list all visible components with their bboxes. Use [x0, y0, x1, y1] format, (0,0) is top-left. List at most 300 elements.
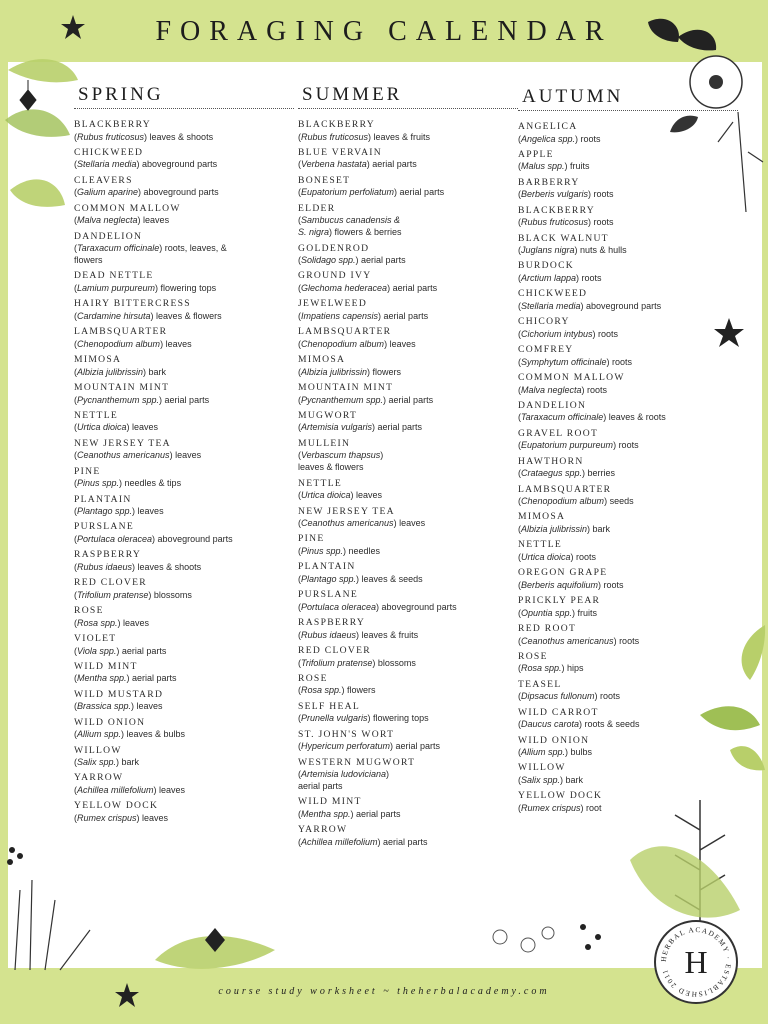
harvest-parts: flowers & berries [332, 227, 402, 238]
plant-use: (Albizia julibrissin) bark [518, 523, 611, 534]
latin-name: Urtica dioica [521, 551, 571, 562]
plant-name: MIMOSA [298, 354, 346, 366]
plant-entry [298, 382, 518, 406]
plant-use: (Mentha spp.) aerial parts [74, 673, 177, 684]
latin-name: Impatiens capensis [301, 310, 379, 321]
plant-use: (Salix spp.) bark [518, 774, 584, 785]
plant-name: HAWTHORN [518, 455, 584, 467]
plant-use: (Verbascum thapsus) leaves & flowers [298, 450, 384, 473]
plant-entry [74, 298, 294, 322]
harvest-parts: blossoms [151, 589, 192, 600]
harvest-parts: leaves & fruits [359, 629, 419, 640]
plant-use: (Opuntia spp.) fruits [518, 607, 598, 618]
latin-name: Allium spp. [77, 729, 122, 740]
plant-entry [518, 260, 738, 284]
harvest-parts: roots [609, 356, 633, 367]
harvest-parts: leaves & shoots [135, 561, 202, 572]
column-heading: SPRING [74, 84, 294, 109]
plant-name: WILD CARROT [518, 706, 599, 718]
plant-name: ANGELICA [518, 121, 578, 132]
latin-name: Achillea millefolium [301, 836, 378, 847]
harvest-parts: aboveground parts [583, 300, 662, 311]
harvest-parts: nuts & hulls [577, 245, 627, 256]
plant-name: BLUE VERVAIN [298, 146, 383, 158]
latin-name: Mentha spp. [301, 808, 351, 819]
plant-entry [298, 147, 518, 171]
harvest-parts: roots [591, 217, 614, 228]
plant-use: (Mentha spp.) aerial parts [298, 808, 401, 819]
latin-name: Eupatorium perfoliatum [301, 187, 395, 198]
plant-use: (Prunella vulgaris) flowering tops [298, 713, 429, 724]
harvest-parts: blossoms [375, 657, 416, 668]
latin-name: Opuntia spp. [521, 607, 573, 618]
plant-use: (Rosa spp.) hips [518, 663, 584, 674]
plant-use: (Albizia julibrissin) flowers [298, 366, 402, 377]
plant-name: MULLEIN [298, 437, 351, 449]
plant-name: YELLOW DOCK [518, 790, 603, 802]
seed-illustration [488, 915, 618, 975]
latin-name: Arctium lappa [521, 272, 577, 283]
harvest-parts: leaves [139, 812, 169, 823]
plant-name: ROSE [298, 672, 328, 684]
plant-name: NEW JERSEY TEA [298, 505, 395, 517]
plant-entry [298, 175, 518, 199]
plant-name: DANDELION [518, 399, 587, 411]
plant-use: (Pycnanthemum spp.) aerial parts [74, 394, 210, 405]
plant-entry [298, 506, 518, 530]
latin-name: Cardamine hirsuta [77, 310, 151, 321]
column-heading: AUTUMN [518, 86, 738, 111]
wild-rose-illustration [638, 12, 768, 222]
plant-name: TEASEL [518, 678, 562, 690]
plant-use: (Daucus carota) roots & seeds [518, 719, 640, 730]
plant-name: DANDELION [74, 230, 143, 242]
plant-use: (Pinus spp.) needles & tips [74, 478, 182, 489]
plant-entry [298, 824, 518, 848]
latin-name: Trifolium pratense [301, 657, 373, 668]
plant-name: WILLOW [74, 744, 122, 756]
latin-name: Rumex crispus [521, 802, 581, 813]
latin-name: Symphytum officinale [521, 356, 607, 367]
page-title: FORAGING CALENDAR [155, 16, 613, 47]
plant-name: NETTLE [298, 477, 343, 489]
harvest-parts: aboveground parts [139, 159, 218, 170]
flower-icon [712, 316, 746, 350]
plant-name: CHICORY [518, 316, 570, 328]
plant-name: PLANTAIN [74, 493, 132, 505]
plant-entry [74, 203, 294, 227]
plant-entry [518, 511, 738, 535]
harvest-parts: leaves & roots [606, 412, 666, 423]
plant-entry [74, 717, 294, 741]
harvest-parts: seeds [607, 496, 634, 507]
plant-use: (Ceanothus americanus) leaves [74, 450, 202, 461]
latin-name: Albizia julibrissin [77, 366, 144, 377]
latin-name: Malus spp. [521, 161, 565, 172]
plant-use: (Malva neglecta) roots [518, 384, 608, 395]
plant-use: (Taraxacum officinale) roots, leaves, & flowers [74, 243, 227, 266]
plant-use: (Portulaca oleracea) aboveground parts [298, 601, 457, 612]
plant-entry [298, 478, 518, 502]
plant-use: (Eupatorium purpureum) roots [518, 440, 639, 451]
latin-name: Pinus spp. [77, 478, 120, 489]
harvest-parts: flowers [370, 366, 402, 377]
plant-name: MIMOSA [74, 354, 122, 366]
plant-name: PINE [298, 533, 325, 545]
plant-use: (Brassica spp.) leaves [74, 701, 163, 712]
plant-use: (Trifolium pratense) blossoms [74, 589, 192, 600]
harvest-parts: roots [616, 440, 639, 451]
harvest-parts: aerial parts [393, 741, 441, 752]
latin-name: Glechoma hederacea [301, 282, 388, 293]
latin-name: Lamium purpureum [77, 282, 156, 293]
latin-name: Malva neglecta [521, 384, 582, 395]
plant-use: (Plantago spp.) leaves [74, 506, 164, 517]
latin-name: Rubus fruticosus [77, 131, 145, 142]
leaf-illustration-right [690, 620, 768, 800]
latin-name: Mentha spp. [77, 673, 127, 684]
plant-use: (Achillea millefolium) aerial parts [298, 836, 428, 847]
latin-name: Artemisia ludoviciana [301, 769, 387, 780]
harvest-parts: flowering tops [370, 713, 429, 724]
seal-letter: H [684, 944, 708, 980]
plant-entry [518, 539, 738, 563]
plant-name: NETTLE [518, 539, 563, 551]
latin-name: Angelica spp. [521, 133, 576, 144]
plant-name: ROSE [518, 650, 548, 662]
plant-entry [298, 617, 518, 641]
plant-use: (Urtica dioica) roots [518, 551, 597, 562]
latin-name: Rumex crispus [77, 812, 137, 823]
plant-entry [518, 567, 738, 591]
plant-name: ROSE [74, 605, 104, 617]
plant-use: (Cardamine hirsuta) leaves & flowers [74, 310, 222, 321]
plant-name: WILD MINT [74, 660, 138, 672]
harvest-parts: bark [146, 366, 167, 377]
plant-entry [74, 119, 294, 143]
latin-name: Taraxacum officinale [77, 243, 160, 254]
plant-use: (Artemisia vulgaris) aerial parts [298, 422, 423, 433]
plant-name: PURSLANE [298, 589, 358, 601]
plant-name: BARBERRY [518, 176, 580, 188]
plant-name: WESTERN MUGWORT [298, 756, 416, 768]
plant-name: SELF HEAL [298, 700, 361, 712]
plant-use: (Albizia julibrissin) bark [74, 366, 167, 377]
plant-entry [518, 400, 738, 424]
latin-name: Albizia julibrissin [301, 366, 368, 377]
plant-name: LAMBSQUARTER [518, 483, 612, 495]
harvest-parts: berries [585, 468, 616, 479]
latin-name: Berberis aquifolium [521, 579, 599, 590]
plant-use: (Artemisia ludoviciana) aerial parts [298, 769, 390, 792]
plant-entry [298, 438, 518, 474]
plant-entry [74, 438, 294, 462]
harvest-parts: leaves [163, 338, 192, 349]
harvest-parts: aerial parts [358, 255, 406, 266]
latin-name: Rubus idaeus [301, 629, 357, 640]
plant-name: BLACKBERRY [518, 204, 595, 216]
plant-name: BURDOCK [518, 260, 575, 272]
plant-use: (Taraxacum officinale) leaves & roots [518, 412, 666, 423]
harvest-parts: roots [584, 384, 608, 395]
plant-use: (Berberis vulgaris) roots [518, 189, 614, 200]
plant-name: PINE [74, 465, 101, 477]
harvest-parts: aboveground parts [155, 533, 233, 544]
plant-name: YELLOW DOCK [74, 800, 159, 812]
plant-name: APPLE [518, 148, 554, 160]
plant-use: (Cichorium intybus) roots [518, 328, 619, 339]
leaf-illustration-bottom [150, 900, 280, 980]
latin-name: Rubus fruticosus [521, 217, 589, 228]
plant-name: WILLOW [518, 762, 566, 774]
plant-entry [518, 595, 738, 619]
plant-name: PURSLANE [74, 521, 134, 533]
latin-name: Rosa spp. [77, 617, 118, 628]
harvest-parts: roots [595, 328, 619, 339]
plant-use: (Lamium purpureum) flowering tops [74, 282, 217, 293]
plant-use: (Urtica dioica) leaves [298, 490, 383, 501]
latin-name: Malva neglecta [77, 215, 138, 226]
latin-name: Salix spp. [77, 757, 117, 768]
harvest-parts: leaves [156, 784, 186, 795]
plant-name: YARROW [298, 824, 348, 836]
harvest-parts: leaves [140, 215, 170, 226]
harvest-parts: aerial parts [390, 282, 438, 293]
latin-name: Portulaca oleracea [77, 533, 153, 544]
harvest-parts: leaves [120, 617, 150, 628]
plant-name: HAIRY BITTERCRESS [74, 298, 191, 310]
harvest-parts: roots [591, 189, 614, 200]
plant-use: (Rumex crispus) root [518, 802, 602, 813]
plant-name: LAMBSQUARTER [74, 326, 168, 338]
entry-list [74, 119, 294, 824]
latin-name: Plantago spp. [77, 506, 133, 517]
harvest-parts: aerial parts [162, 394, 210, 405]
latin-name: Chenopodium album [77, 338, 161, 349]
latin-name: Pinus spp. [301, 545, 344, 556]
plant-use: (Eupatorium perfoliatum) aerial parts [298, 187, 445, 198]
plant-entry [518, 288, 738, 312]
plant-name: CHICKWEED [74, 146, 144, 158]
plant-use: (Impatiens capensis) aerial parts [298, 310, 429, 321]
plant-name: LAMBSQUARTER [298, 326, 392, 338]
plant-use: (Plantago spp.) leaves & seeds [298, 573, 423, 584]
latin-name: Pycnanthemum spp. [77, 394, 160, 405]
plant-name: YARROW [74, 772, 124, 784]
plant-entry [74, 494, 294, 518]
plant-use: (Galium aparine) aboveground parts [74, 187, 219, 198]
harvest-parts: aerial parts [369, 159, 417, 170]
harvest-parts: aerial parts [381, 310, 429, 321]
plant-entry [74, 577, 294, 601]
plant-name: VIOLET [74, 633, 117, 645]
latin-name: Cichorium intybus [521, 328, 593, 339]
harvest-parts: leaves [129, 422, 159, 433]
plant-use: (Symphytum officinale) roots [518, 356, 633, 367]
page-footer: course study worksheet ~ theherbalacademy.com [218, 986, 550, 997]
plant-name: GROUND IVY [298, 270, 372, 282]
plant-use: (Stellaria media) aboveground parts [518, 300, 662, 311]
plant-entry [74, 633, 294, 657]
latin-name: Dipsacus fullonum [521, 691, 595, 702]
latin-name: Rosa spp. [301, 685, 342, 696]
harvest-parts: roots [579, 272, 602, 283]
latin-name: Galium aparine [77, 187, 139, 198]
plant-use: (Rubus idaeus) leaves & shoots [74, 561, 202, 572]
leaf-illustration-top-left [0, 40, 80, 260]
plant-use: (Viola spp.) aerial parts [74, 645, 167, 656]
plant-use: (Rubus fruticosus) leaves & shoots [74, 131, 214, 142]
latin-name: Stellaria media [521, 300, 581, 311]
plant-entry [74, 231, 294, 267]
plant-use: (Hypericum perforatum) aerial parts [298, 741, 441, 752]
plant-name: WILD ONION [74, 716, 146, 728]
plant-name: GRAVEL ROOT [518, 427, 599, 439]
latin-name: Ceanothus americanus [77, 450, 170, 461]
plant-name: PLANTAIN [298, 561, 356, 573]
plant-entry [74, 772, 294, 796]
plant-name: RASPBERRY [298, 617, 366, 629]
harvest-parts: bark [563, 774, 584, 785]
harvest-parts: leaves [353, 490, 383, 501]
plant-use: (Achillea millefolium) leaves [74, 784, 186, 795]
plant-entry [298, 673, 518, 697]
plant-use: (Stellaria media) aboveground parts [74, 159, 218, 170]
plant-entry [298, 410, 518, 434]
latin-name: Viola spp. [77, 645, 117, 656]
plant-entry [74, 661, 294, 685]
plant-entry [298, 533, 518, 557]
plant-entry [298, 119, 518, 143]
plant-use: (Allium spp.) bulbs [518, 747, 593, 758]
latin-name: Verbascum thapsus [301, 450, 381, 461]
flower-icon [58, 12, 88, 42]
harvest-parts: aerial parts [119, 645, 167, 656]
plant-name: JEWELWEED [298, 298, 368, 310]
plant-use: (Pycnanthemum spp.) aerial parts [298, 394, 434, 405]
latin-name: Rubus fruticosus [301, 131, 369, 142]
harvest-parts: leaves & bulbs [124, 729, 186, 740]
plant-name: DEAD NETTLE [74, 270, 154, 282]
harvest-parts: aerial parts [375, 422, 423, 433]
harvest-parts: hips [564, 663, 584, 674]
seal-text: HERBAL ACADEMY · ESTABLISHED 2011 [659, 925, 733, 999]
latin-name: Eupatorium purpureum [521, 440, 614, 451]
harvest-parts: aerial parts [380, 836, 428, 847]
plant-entry [298, 298, 518, 322]
plant-entry [298, 796, 518, 820]
latin-name: Solidago spp. [301, 255, 356, 266]
plant-entry [74, 605, 294, 629]
harvest-parts: leaves & seeds [359, 573, 423, 584]
latin-name: Ceanothus americanus [521, 635, 614, 646]
plant-use: (Solidago spp.) aerial parts [298, 255, 406, 266]
harvest-parts: roots [573, 551, 597, 562]
plant-entry [74, 326, 294, 350]
harvest-parts: roots [578, 133, 601, 144]
plant-name: WILD ONION [518, 734, 590, 746]
entry-list [298, 119, 518, 848]
plant-use: (Angelica spp.) roots [518, 133, 601, 144]
column-heading: SUMMER [298, 84, 518, 109]
plant-entry [298, 354, 518, 378]
plant-entry [518, 344, 738, 368]
latin-name: Urtica dioica [301, 490, 351, 501]
latin-name: Crataegus spp. [521, 468, 583, 479]
plant-name: BONESET [298, 174, 351, 186]
harvest-parts: aboveground parts [379, 601, 457, 612]
latin-name: Berberis vulgaris [521, 189, 589, 200]
plant-name: RED CLOVER [298, 645, 371, 657]
harvest-parts: leaves & fruits [371, 131, 431, 142]
plant-name: ST. JOHN'S WORT [298, 728, 395, 740]
latin-name: Prunella vulgaris [301, 713, 368, 724]
column-summer [298, 84, 518, 852]
harvest-parts: roots, leaves, & flowers [74, 243, 227, 266]
harvest-parts: flowering tops [158, 282, 217, 293]
plant-use: (Verbena hastata) aerial parts [298, 159, 417, 170]
plant-use: (Chenopodium album) leaves [298, 338, 416, 349]
harvest-parts: aboveground parts [141, 187, 219, 198]
plant-name: ELDER [298, 202, 336, 214]
plant-name: MIMOSA [518, 511, 566, 523]
plant-entry [74, 466, 294, 490]
latin-name: Sambucus canadensis & S. nigra [298, 215, 401, 238]
plant-entry [74, 270, 294, 294]
plant-use: (Portulaca oleracea) aboveground parts [74, 533, 233, 544]
plant-use: (Ceanothus americanus) roots [518, 635, 640, 646]
plant-name: MOUNTAIN MINT [298, 382, 394, 394]
plant-use: (Dipsacus fullonum) roots [518, 691, 621, 702]
harvest-parts: aerial parts [386, 394, 434, 405]
plant-use: (Trifolium pratense) blossoms [298, 657, 416, 668]
plant-name: BLACKBERRY [298, 119, 375, 130]
plant-use: (Crataegus spp.) berries [518, 468, 616, 479]
harvest-parts: leaves [134, 701, 163, 712]
plant-entry [298, 645, 518, 669]
latin-name: Trifolium pratense [77, 589, 149, 600]
column-spring [74, 84, 294, 828]
harvest-parts: roots [597, 691, 621, 702]
harvest-parts: bark [590, 523, 611, 534]
plant-entry [74, 800, 294, 824]
harvest-parts: fruits [567, 161, 590, 172]
plant-entry [74, 689, 294, 713]
harvest-parts: aerial parts [298, 781, 343, 792]
plant-use: (Chenopodium album) leaves [74, 338, 192, 349]
harvest-parts: roots & seeds [582, 719, 640, 730]
plant-entry [74, 745, 294, 769]
plant-name: RED ROOT [518, 623, 577, 635]
plant-use: (Glechoma hederacea) aerial parts [298, 282, 438, 293]
latin-name: Verbena hastata [301, 159, 367, 170]
plant-use: (Juglans nigra) nuts & hulls [518, 245, 627, 256]
plant-use: (Salix spp.) bark [74, 757, 140, 768]
harvest-parts: leaves [387, 338, 416, 349]
plant-name: COMFREY [518, 344, 574, 356]
plant-entry [298, 701, 518, 725]
plant-entry [298, 203, 518, 239]
plant-entry [298, 589, 518, 613]
latin-name: Taraxacum officinale [521, 412, 604, 423]
harvest-parts: fruits [575, 607, 598, 618]
plant-entry [298, 326, 518, 350]
plant-name: PRICKLY PEAR [518, 595, 601, 607]
plant-entry [74, 175, 294, 199]
plant-entry [298, 270, 518, 294]
plant-use: (Ceanothus americanus) leaves [298, 518, 426, 529]
plant-name: MOUNTAIN MINT [74, 382, 170, 394]
